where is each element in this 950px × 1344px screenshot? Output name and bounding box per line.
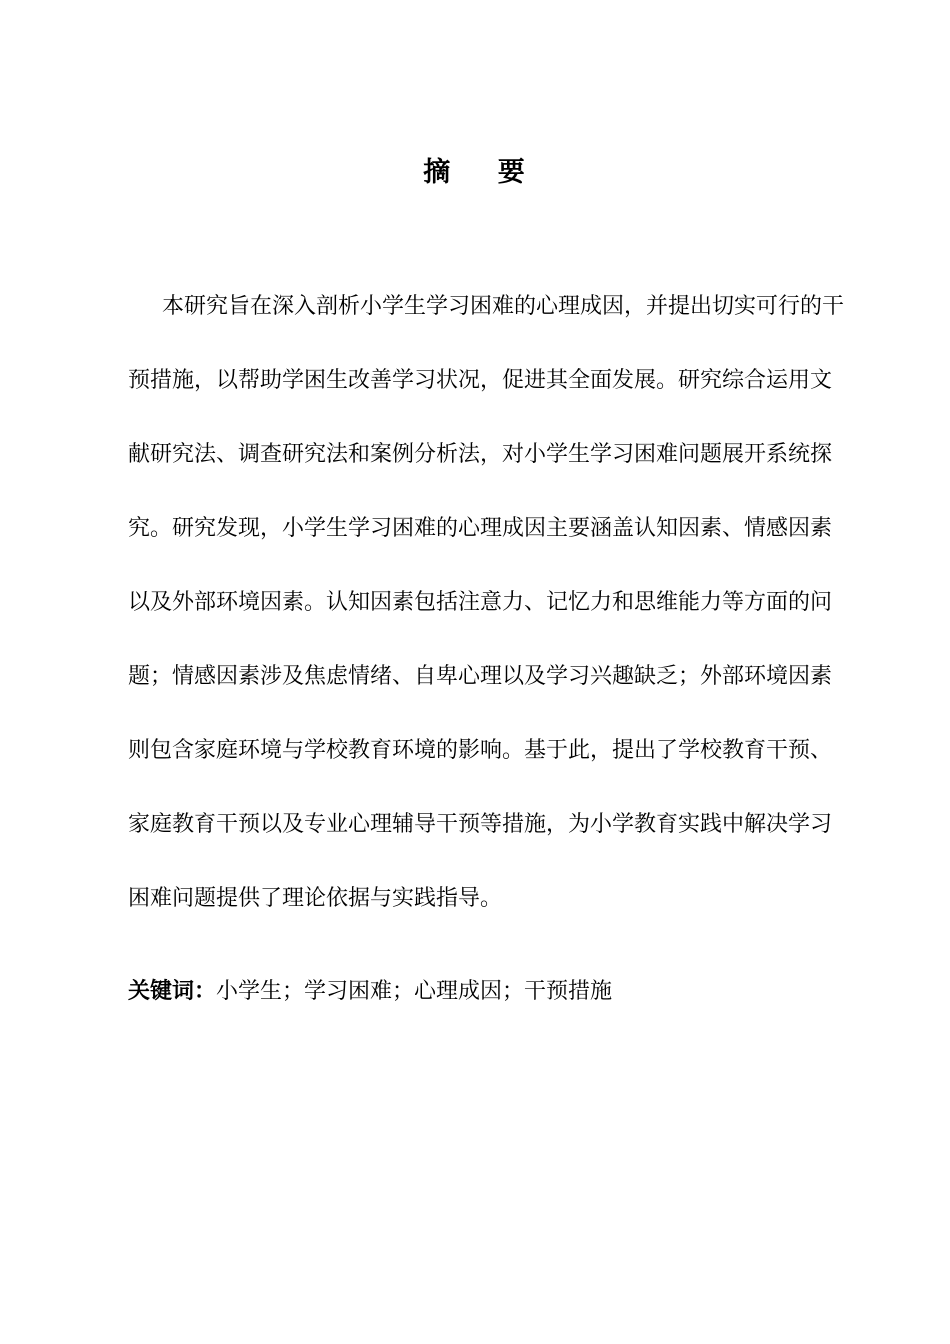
keywords-row: [128, 974, 858, 1010]
abstract-line-1: 本研究旨在深入剖析小学生学习困难的心理成因，并提出切实可行的干: [162, 294, 845, 319]
abstract-line-5: 以及外部环境因素。认知因素包括注意力、记忆力和思维能力等方面的问: [128, 590, 833, 615]
abstract-line-3: 献研究法、调查研究法和案例分析法，对小学生学习困难问题展开系统探: [128, 442, 833, 467]
abstract-line-8: 家庭教育干预以及专业心理辅导干预等措施，为小学教育实践中解决学习: [128, 812, 833, 837]
abstract-line-4: 究。研究发现，小学生学习困难的心理成因主要涵盖认知因素、情感因素: [128, 516, 833, 541]
keywords-text: 小学生；学习困难；心理成因；干预措施: [216, 979, 613, 1004]
abstract-line-2: 预措施，以帮助学困生改善学习状况，促进其全面发展。研究综合运用文: [128, 368, 833, 393]
abstract-body: [128, 285, 858, 951]
keywords-label: 关键词：: [128, 979, 217, 1004]
abstract-line-6: 题；情感因素涉及焦虑情绪、自卑心理以及学习兴趣缺乏；外部环境因素: [128, 664, 833, 689]
abstract-line-7: 则包含家庭环境与学校教育环境的影响。基于此，提出了学校教育干预、: [128, 738, 833, 763]
abstract-line-9: 困难问题提供了理论依据与实践指导。: [128, 886, 503, 911]
page-title: 摘 要: [423, 157, 527, 188]
